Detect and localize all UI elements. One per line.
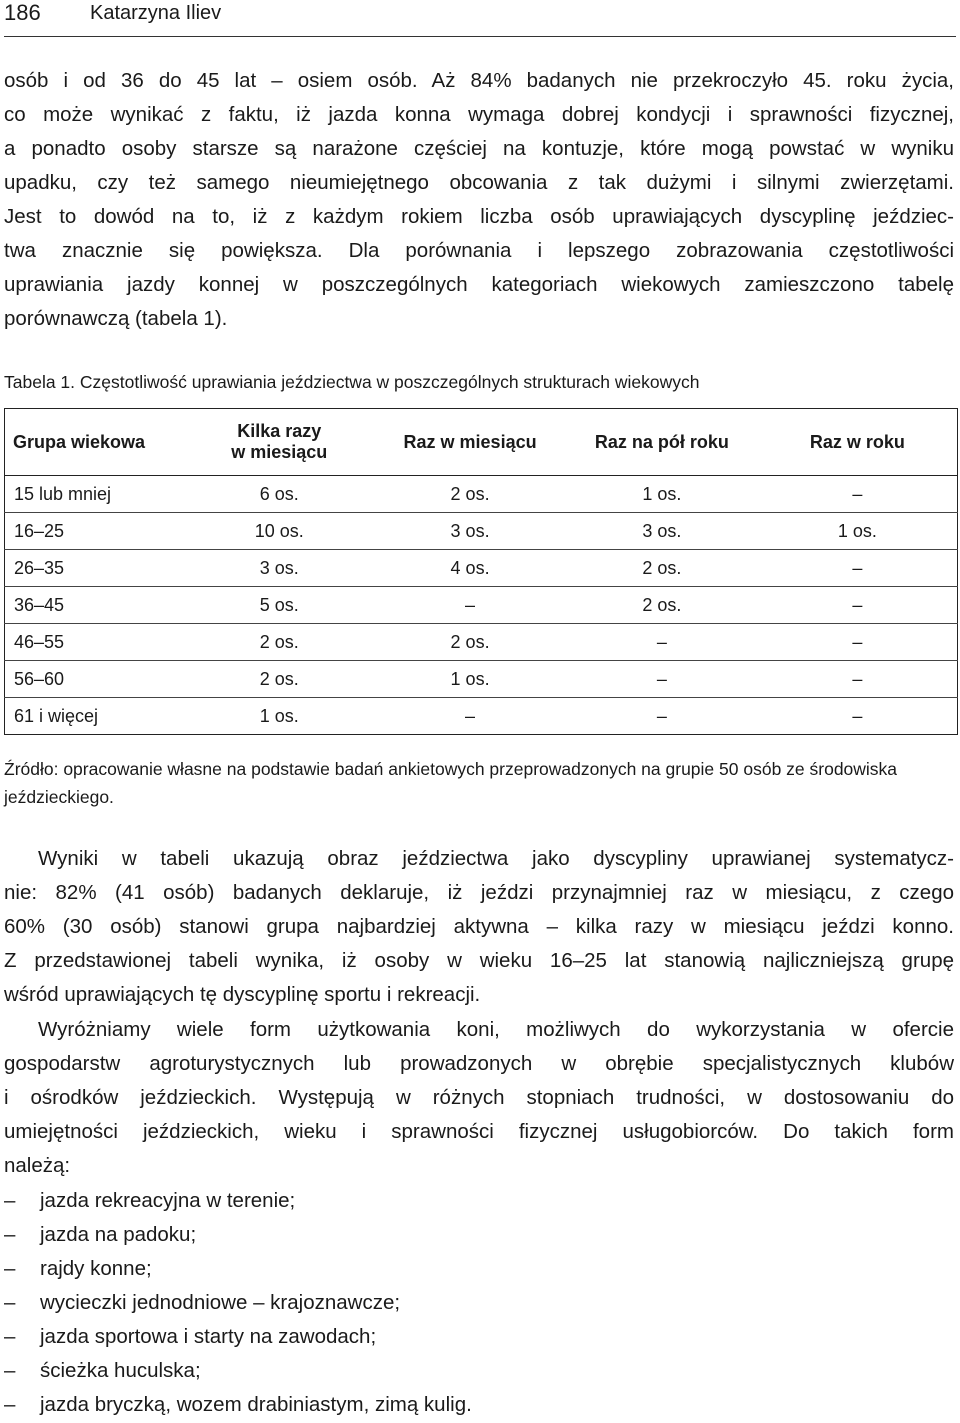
table-row [5,624,958,661]
table-cell: 61 i więcej [5,698,185,735]
header-age-group: Grupa wiekowa [5,409,185,476]
text-line: co może wynikać z faktu, iż jazda konna wymaga dobrej kondycji i sprawności fizycznej, [4,103,954,126]
table-cell: – [758,698,958,735]
table-cell: 56–60 [5,661,185,698]
list-dash: – [4,1291,16,1314]
header-line: Kilka razy [237,421,322,441]
list-item [4,1218,472,1252]
table-header-row [5,409,958,476]
table-row [5,513,958,550]
header-few-times-month [184,409,374,476]
list-dash: – [4,1189,16,1212]
list-item [4,1286,472,1320]
paragraph-1 [4,64,954,336]
running-header [4,0,956,37]
riding-forms-list [4,1184,472,1422]
table-cell: 3 os. [374,513,566,550]
table-cell: 1 os. [374,661,566,698]
table-cell: 1 os. [758,513,958,550]
list-item [4,1354,472,1388]
table-source-note: Źródło: opracowanie własne na podstawie badań ankietowych przeprowadzonych na grupie 50 osób ze środowiska jeździeckiego. [4,759,898,807]
table-cell: – [566,698,758,735]
text-line: gospodarstw agroturystycznych lub prowadzonych w obrębie specjalistycznych klubów [4,1052,954,1075]
text-line: 60% (30 osób) stanowi grupa najbardziej aktywna – kilka razy w miesiącu jeździ konno. [4,915,954,938]
table-cell: – [758,661,958,698]
table-row [5,476,958,513]
table-row [5,550,958,587]
table-cell: – [758,624,958,661]
text-line: upadku, czy też samego nieumiejętnego obcowania z tak dużymi i silnymi zwierzętami. [4,171,954,194]
text-line: osób i od 36 do 45 lat – osiem osób. Aż 84% badanych nie przekroczyło 45. roku życia, [4,69,954,92]
table-cell: 2 os. [374,476,566,513]
table-caption: Tabela 1. Częstotliwość uprawiania jeździectwa w poszczególnych strukturach wiekowych [4,372,700,392]
list-item [4,1320,472,1354]
table-cell: 2 os. [566,550,758,587]
table-cell: 16–25 [5,513,185,550]
table-cell: – [566,624,758,661]
running-author: Katarzyna Iliev [90,2,222,24]
list-dash: – [4,1359,16,1382]
table-cell: 10 os. [184,513,374,550]
list-dash: – [4,1223,16,1246]
list-item-text: wycieczki jednodniowe – krajoznawcze; [40,1291,401,1314]
table-cell: 46–55 [5,624,185,661]
text-line: Z przedstawionej tabeli wynika, iż osoby w wieku 16–25 lat stanowią najliczniejszą grupę [4,949,954,972]
list-item-text: jazda sportowa i starty na zawodach; [40,1325,377,1348]
table-row [5,587,958,624]
header-line: w miesiącu [231,442,328,462]
list-item [4,1252,472,1286]
table-cell: – [758,476,958,513]
table-cell: 26–35 [5,550,185,587]
table-cell: – [566,661,758,698]
text-line: Wyniki w tabeli ukazują obraz jeździectwa jako dyscypliny uprawianej systematycz- [38,847,954,870]
table-cell: 4 os. [374,550,566,587]
page-number: 186 [4,0,41,25]
header-once-month: Raz w miesiącu [374,409,566,476]
table-cell: 3 os. [566,513,758,550]
table-row [5,698,958,735]
text-line: umiejętności jeździeckich, wieku i sprawności fizycznej usługobiorców. Do takich form [4,1120,954,1143]
text-line: a ponadto osoby starsze są narażone częściej na kontuzje, które mogą powstać w wyniku [4,137,954,160]
frequency-table [4,408,958,735]
list-item [4,1184,472,1218]
text-line: i ośrodków jeździeckich. Występują w różnych stopniach trudności, w dostosowaniu do [4,1086,954,1109]
table-cell: 1 os. [566,476,758,513]
table-cell: 2 os. [374,624,566,661]
list-item-text: jazda rekreacyjna w terenie; [40,1189,296,1212]
table-cell: 5 os. [184,587,374,624]
paragraph-2 [4,842,954,1012]
table-cell: 2 os. [184,661,374,698]
text-line: twa znacznie się powiększa. Dla porównania i lepszego zobrazowania częstotliwości [4,239,954,262]
table-cell: 36–45 [5,587,185,624]
text-line: należą: [4,1154,71,1177]
list-item-text: rajdy konne; [40,1257,152,1280]
list-item-text: jazda bryczką, wozem drabiniastym, zimą kulig. [40,1393,472,1416]
header-once-half-year: Raz na pół roku [566,409,758,476]
table-cell: – [758,550,958,587]
table-row [5,661,958,698]
list-item-text: jazda na padoku; [40,1223,197,1246]
list-item-text: ścieżka huculska; [40,1359,201,1382]
list-dash: – [4,1393,16,1416]
text-line: uprawiania jazdy konnej w poszczególnych kategoriach wiekowych zamieszczono tabelę [4,273,954,296]
table-cell: 2 os. [566,587,758,624]
list-item [4,1388,472,1422]
table-cell: 2 os. [184,624,374,661]
text-line: porównawczą (tabela 1). [4,307,228,330]
text-line: Wyróżniamy wiele form użytkowania koni, możliwych do wykorzystania w ofercie [38,1018,954,1041]
text-line: wśród uprawiających tę dyscyplinę sportu i rekreacji. [4,983,481,1006]
list-dash: – [4,1257,16,1280]
table-cell: – [374,698,566,735]
table-cell: 15 lub mniej [5,476,185,513]
table-cell: – [758,587,958,624]
list-dash: – [4,1325,16,1348]
text-line: Jest to dowód na to, iż z każdym rokiem liczba osób uprawiających dyscyplinę jeździec- [4,205,954,228]
paragraph-3 [4,1013,954,1183]
table-cell: 1 os. [184,698,374,735]
table-cell: 3 os. [184,550,374,587]
text-line: nie: 82% (41 osób) badanych deklaruje, iż jeździ przynajmniej raz w miesiącu, z czego [4,881,954,904]
header-once-year: Raz w roku [758,409,958,476]
table-cell: 6 os. [184,476,374,513]
table-cell: – [374,587,566,624]
